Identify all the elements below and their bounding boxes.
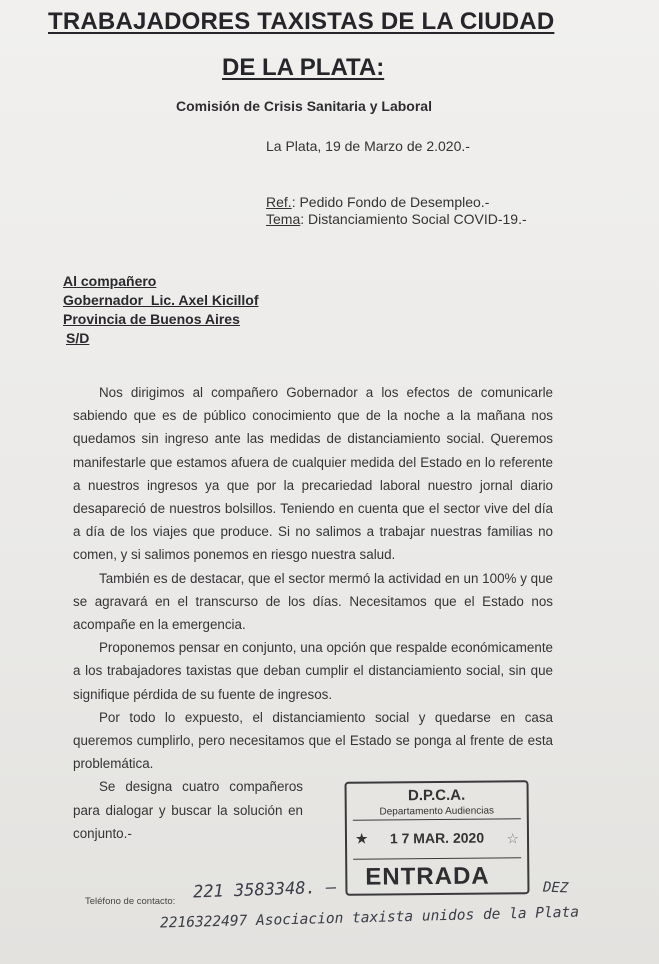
addressee-line-1: Al compañero bbox=[63, 273, 157, 289]
paragraph-1: Nos dirigimos al compañero Gobernador a los efectos de comunicarle sabiendo que es de público conocimiento que de la noche a la mañana nos quedamos sin ingreso ante las medidas de distanciamiento social. Queremos manifestarle que estamos afuera de cualquier medida del Estado en lo referente a nuestros ingresos ya que por la precariedad laboral nuestro jornal diario desapareció de nuestros bolsillos. Teniendo en cuenta que el sector vive del día a día de los viajes que produce. Si no salimos a trabajar nuestras familias no comen, y si salimos ponemos en riesgo nuestra salud. bbox=[73, 385, 553, 563]
handwritten-phone-1: 221 3583348. — bbox=[192, 877, 337, 903]
title-line-1: TRABAJADORES TAXISTAS DE LA CIUDAD bbox=[48, 8, 555, 35]
handwritten-phone-2: 2216322497 Asociacion taxista unidos de la Plata bbox=[159, 904, 580, 932]
stamp-divider bbox=[353, 818, 521, 820]
star-outline-icon: ☆ bbox=[506, 830, 520, 847]
title-line-2: DE LA PLATA: bbox=[222, 54, 385, 81]
addressee-line-2: Gobernador Lic. Axel Kicillof bbox=[63, 292, 259, 308]
subtitle: Comisión de Crisis Sanitaria y Laboral bbox=[176, 98, 432, 114]
reception-stamp bbox=[345, 780, 530, 896]
paragraph-3: Proponemos pensar en conjunto, una opción que respalde económicamente a los trabajadores taxistas que deban cumplir el distanciamiento social, sin que signifique pérdida de su fuente de ingresos. bbox=[73, 640, 553, 702]
stamp-org: D.P.C.A. bbox=[407, 786, 466, 805]
stamp-date: 1 7 MAR. 2020 bbox=[389, 829, 485, 847]
reference-line bbox=[266, 194, 489, 210]
paragraph-2: También es de destacar, que el sector mermó la actividad en un 100% y que se agravará en el transcurso de los días. Necesitamos que el Estado nos acompañe en la emergencia. bbox=[73, 570, 553, 633]
addressee-line-3: Provincia de Buenos Aires bbox=[63, 311, 240, 327]
stamp-status: ENTRADA bbox=[365, 862, 490, 891]
letter-date: La Plata, 19 de Marzo de 2.020.- bbox=[266, 138, 470, 154]
stamp-department: Departamento Audiencias bbox=[379, 805, 495, 818]
contact-label: Teléfono de contacto: bbox=[85, 896, 176, 907]
stamp-divider bbox=[353, 857, 521, 859]
ref-text: : Pedido Fondo de Desempleo.- bbox=[291, 194, 490, 210]
tema-text: : Distanciamiento Social COVID-19.- bbox=[300, 211, 527, 227]
ref-label: Ref. bbox=[266, 194, 292, 210]
tema-label: Tema bbox=[266, 211, 301, 227]
star-icon: ★ bbox=[354, 830, 369, 848]
addressee-line-4: S/D bbox=[66, 330, 90, 346]
letter-body bbox=[73, 381, 553, 845]
paragraph-4: Por todo lo expuesto, el distanciamiento social y quedarse en casa queremos cumplirlo, pero necesitamos que el Estado se ponga al frente de esta problemática. bbox=[73, 709, 553, 772]
handwritten-note: DEZ bbox=[542, 879, 569, 897]
paragraph-5: Se designa cuatro compañeros para dialogar y buscar la solución en conjunto.- bbox=[73, 779, 303, 841]
subject-line bbox=[266, 211, 527, 227]
